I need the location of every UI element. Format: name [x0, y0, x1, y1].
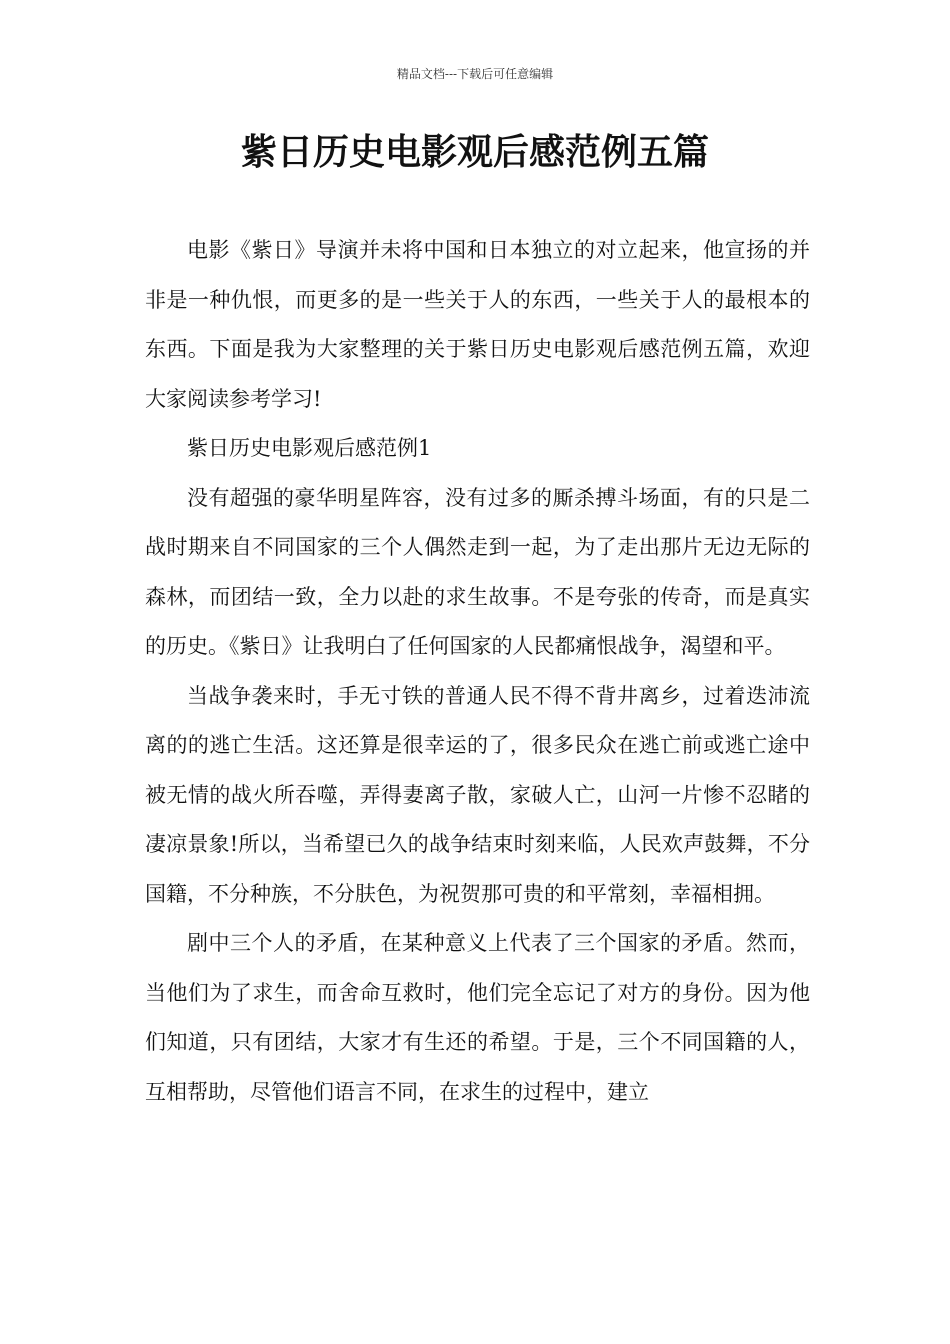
body-paragraph: 当战争袭来时，手无寸铁的普通人民不得不背井离乡，过着迭沛流离的的逃亡生活。这还算是很幸运的了，很多民众在逃亡前或逃亡途中被无情的战火所吞噬，弄得妻离子散，家破人亡，山河一片惨不忍睹的凄凉景象!所以，当希望已久的战争结束时刻来临，人民欢声鼓舞，不分国籍，不分种族，不分肤色，为祝贺那可贵的和平常刻，幸福相拥。: [145, 683, 810, 906]
document-body: [145, 226, 810, 1117]
body-paragraph: 没有超强的豪华明星阵容，没有过多的厮杀搏斗场面，有的只是二战时期来自不同国家的三个人偶然走到一起，为了走出那片无边无际的森林，而团结一致，全力以赴的求生故事。不是夸张的传奇，而是真实的历史。《紫日》让我明白了任何国家的人民都痛恨战争，渴望和平。: [145, 485, 810, 658]
document-title: 紫日历史电影观后感范例五篇: [240, 132, 709, 173]
header-note: 精品文档---下载后可任意编辑: [396, 67, 554, 81]
intro-paragraph: 电影《紫日》导演并未将中国和日本独立的对立起来，他宣扬的并非是一种仇恨，而更多的是一些关于人的东西，一些关于人的最根本的东西。下面是我为大家整理的关于紫日历史电影观后感范例五篇，欢迎大家阅读参考学习!: [145, 238, 810, 411]
body-paragraph: 剧中三个人的矛盾，在某种意义上代表了三个国家的矛盾。然而，当他们为了求生，而舍命互救时，他们完全忘记了对方的身份。因为他们知道，只有团结，大家才有生还的希望。于是，三个不同国籍的人，互相帮助，尽管他们语言不同，在求生的过程中，建立: [145, 931, 810, 1104]
section-heading: 紫日历史电影观后感范例1: [187, 436, 432, 460]
